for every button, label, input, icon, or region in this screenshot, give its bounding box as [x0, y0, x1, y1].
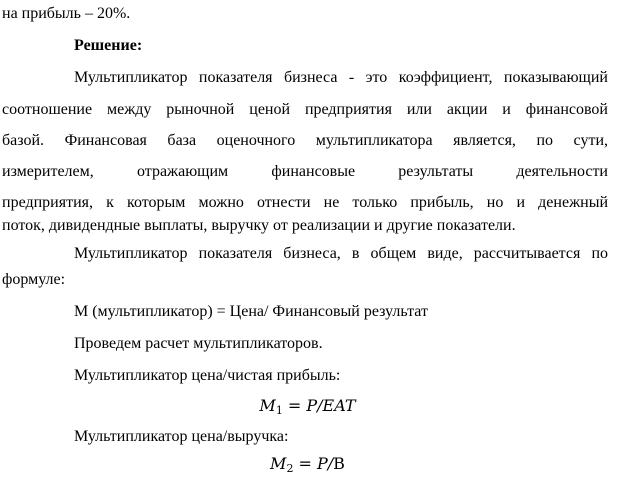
formula-m2 — [2, 454, 613, 474]
formula-m1-rhs: P/EAT — [306, 396, 356, 415]
paragraph-line: Мультипликатор показателя бизнеса, в общем виде, рассчитывается по — [74, 245, 608, 262]
paragraph-line: базой. Финансовая база оценочного мультипликатора является, по сути, — [2, 132, 608, 149]
formula-m2-equals: = — [293, 454, 318, 473]
paragraph-line: поток, дивидендные выплаты, выручку от реализации и другие показатели. — [2, 217, 516, 234]
formula-m1 — [2, 396, 613, 416]
formula-m1-equals: = — [282, 396, 307, 415]
paragraph-line: предприятия, к которым можно отнести не только прибыль, но и денежный — [2, 194, 608, 211]
paragraph-line: Мультипликатор показателя бизнеса - это коэффициент, показывающий — [74, 69, 608, 86]
solution-heading: Решение: — [74, 37, 143, 54]
paragraph-line: формуле: — [2, 271, 66, 288]
formula-m2-lhs: M — [270, 454, 287, 473]
paragraph-line: соотношение между рыночной ценой предприятия или акции и финансовой — [2, 101, 608, 118]
paragraph-line: измерителем, отражающим финансовые результаты деятельности — [2, 163, 608, 180]
calculation-intro: Проведем расчет мультипликаторов. — [74, 335, 323, 352]
formula-m2-subscript: 2 — [286, 462, 294, 475]
text-line-top: на прибыль – 20%. — [2, 5, 131, 22]
formula-m1-lhs: M — [259, 396, 276, 415]
formula-m1-subscript: 1 — [275, 404, 283, 417]
label-multiplier-price-revenue: Мультипликатор цена/выручка: — [74, 428, 289, 445]
label-multiplier-price-net-profit: Мультипликатор цена/чистая прибыль: — [74, 367, 341, 384]
general-formula: М (мультипликатор) = Цена/ Финансовый результат — [74, 303, 428, 320]
formula-m2-rhs: P/ — [317, 454, 334, 473]
formula-m2-rhs-revenue: В — [333, 454, 345, 473]
